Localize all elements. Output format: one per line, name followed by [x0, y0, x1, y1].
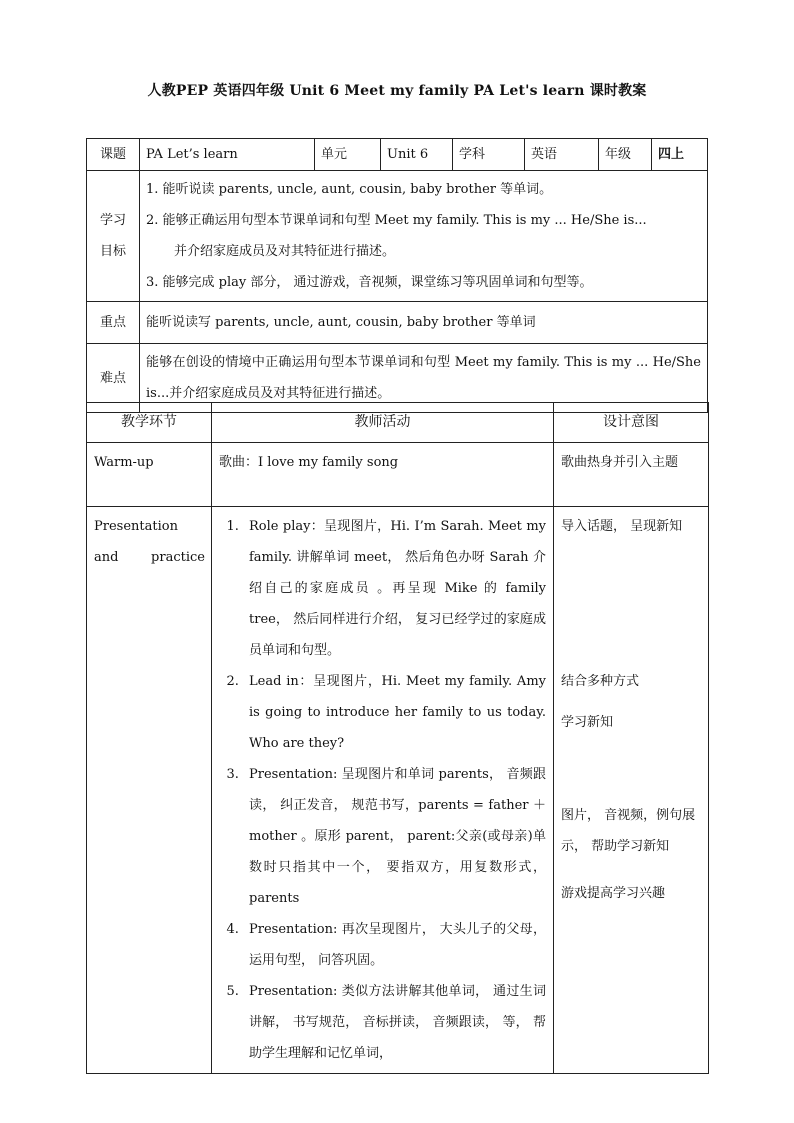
goal-item-1: 1. 能听说读 parents, uncle, aunt, cousin, baby brother 等单词。 — [146, 182, 553, 197]
list-item: 4. Presentation: 再次呈现图片， 大头儿子的父母， 运用句型， 问答巩固。 — [243, 914, 546, 976]
page-title: 人教PEP 英语四年级 Unit 6 Meet my family PA Let's learn 课时教案 — [147, 83, 647, 99]
goals-content — [140, 171, 708, 302]
key-points-label: 重点 — [87, 302, 140, 344]
key-points-text: 能听说读写 parents, uncle, aunt, cousin, baby brother 等单词 — [140, 302, 708, 344]
goals-label-line2: 目标 — [99, 244, 126, 259]
list-item: 3. Presentation: 呈现图片和单词 parents， 音频跟读， 纠正发音， 规范书写，parents = father ＋mother 。原形 parent， parent:父亲(或母亲)单数时只指其中一个， 要指双方，用复数形式，parents — [243, 759, 546, 914]
intent-item-2: 结合多种方式 — [561, 674, 640, 689]
goal-item-3: 3. 能够完成 play 部分， 通过游戏，音视频，课堂练习等巩固单词和句型等。 — [146, 275, 593, 290]
goal-item-2: 2. 能够正确运用句型本节课单词和句型 Meet my family. This is my ... He/She is... — [146, 213, 647, 228]
list-item: 2. Lead in：呈现图片，Hi. Meet my family. Amy is going to introduce her family to us today. Who are they? — [243, 666, 546, 759]
grade-label: 年级 — [599, 139, 652, 171]
intent-item-1: 导入话题， 呈现新知 — [561, 519, 683, 534]
list-item: 5. Presentation: 类似方法讲解其他单词， 通过生词讲解， 书写规范， 音标拼读， 音频跟读， 等， 帮助学生理解和记忆单词， — [243, 976, 546, 1069]
presentation-stage — [87, 507, 212, 1074]
presentation-activity — [212, 507, 554, 1074]
intent-item-4: 图片， 音视频，例句展示， 帮助学习新知 — [561, 808, 696, 854]
warmup-stage: Warm-up — [87, 443, 212, 507]
warmup-activity: 歌曲：I love my family song — [212, 443, 554, 507]
header-activity: 教师活动 — [212, 403, 554, 443]
presentation-steps — [219, 511, 546, 1069]
teaching-process-table — [86, 402, 709, 1074]
goals-label — [87, 171, 140, 302]
presentation-intent — [554, 507, 709, 1074]
goals-label-line1: 学习 — [99, 213, 126, 228]
difficulties-label: 难点 — [87, 344, 140, 413]
subject-value: 英语 — [525, 139, 599, 171]
list-item: 1. Role play：呈现图片，Hi. I’m Sarah. Meet my family. 讲解单词 meet， 然后角色办呀 Sarah 介绍自己的家庭成员 。再呈现 Mike 的 family tree， 然后同样进行介绍， 复习已经学过的家庭成员单词和句型。 — [243, 511, 546, 666]
intent-item-3: 学习新知 — [561, 715, 614, 730]
topic-label: 课题 — [87, 139, 140, 171]
goal-item-2-cont: 并介绍家庭成员及对其特征进行描述。 — [174, 244, 396, 259]
difficulties-text: 能够在创设的情境中正确运用句型本节课单词和句型 Meet my family. This is my ... He/She is...并介绍家庭成员及对其特征进行描述。 — [140, 344, 708, 413]
presentation-stage-text: Presentation and practice — [94, 519, 205, 565]
unit-value: Unit 6 — [381, 139, 453, 171]
header-intent: 设计意图 — [554, 403, 709, 443]
subject-label: 学科 — [453, 139, 525, 171]
unit-label: 单元 — [315, 139, 381, 171]
header-stage: 教学环节 — [87, 403, 212, 443]
grade-value: 四上 — [652, 139, 708, 171]
intent-item-5: 游戏提高学习兴趣 — [561, 886, 666, 901]
lesson-info-table — [86, 138, 708, 413]
warmup-intent: 歌曲热身并引入主题 — [554, 443, 709, 507]
topic-value: PA Let’s learn — [140, 139, 315, 171]
